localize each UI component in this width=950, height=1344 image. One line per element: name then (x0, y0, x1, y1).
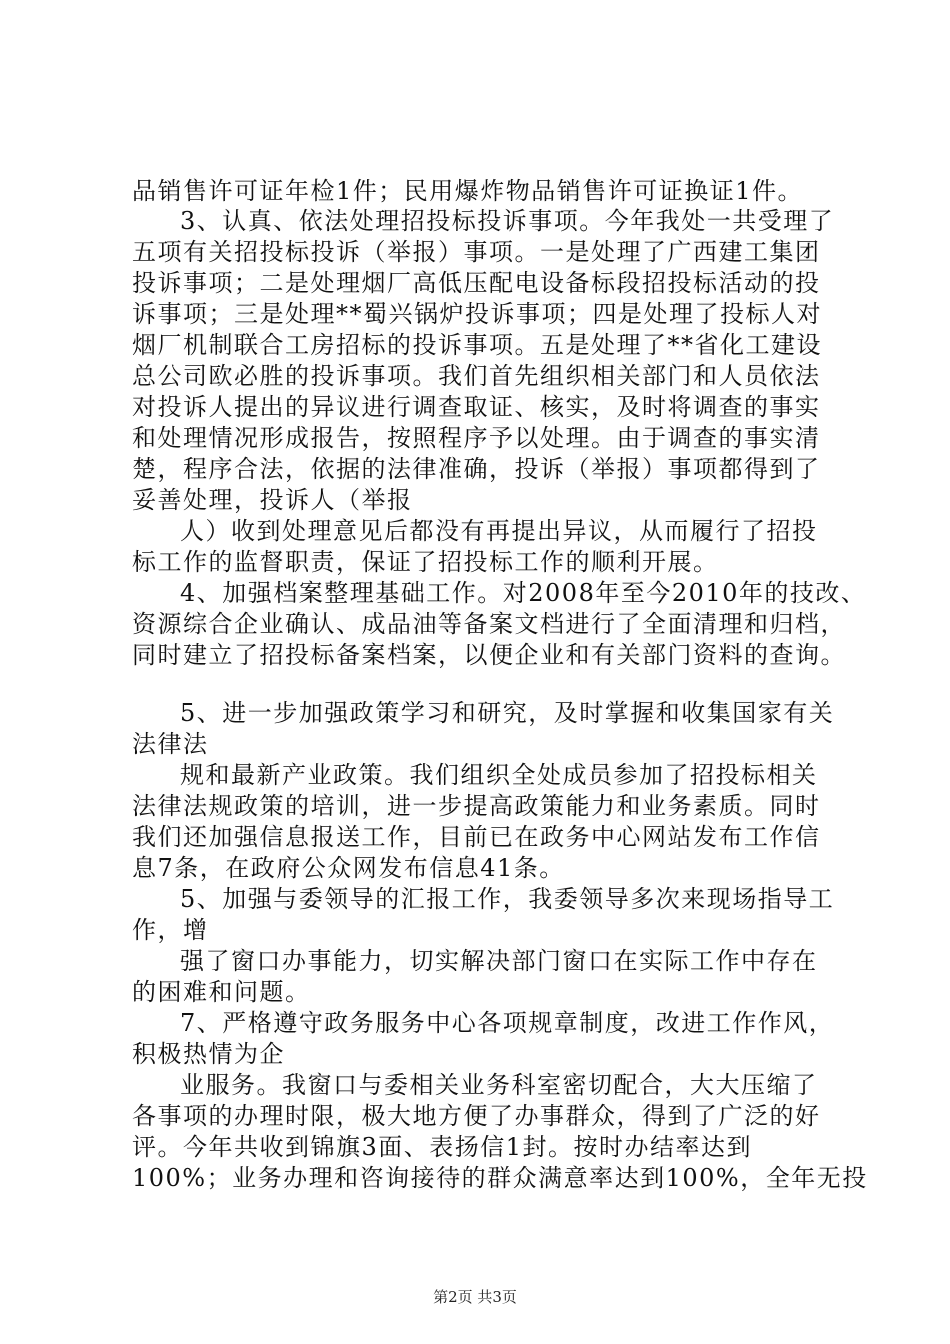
text-line: 各事项的办理时限，极大地方便了办事群众，得到了广泛的好 (132, 1102, 821, 1130)
text-line: 和处理情况形成报告，按照程序予以处理。由于调查的事实清 (132, 424, 821, 452)
text-line: 息7条，在政府公众网发布信息41条。 (132, 854, 565, 882)
text-line: 100%；业务办理和咨询接待的群众满意率达到100%，全年无投 (132, 1164, 868, 1192)
text-line: 同时建立了招投标备案档案，以便企业和有关部门资料的查询。 (132, 641, 846, 669)
text-line: 强了窗口办事能力，切实解决部门窗口在实际工作中存在 (180, 947, 818, 975)
text-line: 对投诉人提出的异议进行调查取证、核实，及时将调查的事实 (132, 393, 821, 421)
text-line: 烟厂机制联合工房招标的投诉事项。五是处理了**省化工建设 (132, 331, 822, 359)
paragraph-5b-start: 5、加强与委领导的汇报工作，我委领导多次来现场指导工 (180, 885, 835, 913)
paragraph-3-start: 3、认真、依法处理招投标投诉事项。今年我处一共受理了 (180, 207, 835, 235)
paragraph-4-start: 4、加强档案整理基础工作。对2008年至今2010年的技改、 (180, 579, 867, 607)
text-line: 五项有关招投标投诉（举报）事项。一是处理了广西建工集团 (132, 238, 821, 266)
text-line: 诉事项；三是处理**蜀兴锅炉投诉事项；四是处理了投标人对 (132, 300, 822, 328)
text-line: 妥善处理，投诉人（举报 (132, 486, 413, 514)
text-line: 楚，程序合法，依据的法律准确，投诉（举报）事项都得到了 (132, 455, 821, 483)
text-line: 法律法规政策的培训，进一步提高政策能力和业务素质。同时 (132, 792, 821, 820)
paragraph-5a-start: 5、进一步加强政策学习和研究，及时掌握和收集国家有关 (180, 699, 835, 727)
text-line: 规和最新产业政策。我们组织全处成员参加了招投标相关 (180, 761, 818, 789)
text-line: 资源综合企业确认、成品油等备案文档进行了全面清理和归档， (132, 610, 846, 638)
text-line: 品销售许可证年检1件；民用爆炸物品销售许可证换证1件。 (132, 177, 804, 205)
text-line: 标工作的监督职责，保证了招投标工作的顺利开展。 (132, 548, 719, 576)
text-line: 业服务。我窗口与委相关业务科室密切配合，大大压缩了 (180, 1071, 818, 1099)
text-line: 总公司欧必胜的投诉事项。我们首先组织相关部门和人员依法 (132, 362, 821, 390)
text-line: 我们还加强信息报送工作，目前已在政务中心网站发布工作信 (132, 823, 821, 851)
text-line: 评。今年共收到锦旗3面、表扬信1封。按时办结率达到 (132, 1133, 753, 1161)
text-line: 人）收到处理意见后都没有再提出异议，从而履行了招投 (180, 517, 818, 545)
text-line: 作，增 (132, 916, 209, 944)
page-number-footer: 第2页 共3页 (433, 1288, 517, 1306)
paragraph-7-start: 7、严格遵守政务服务中心各项规章制度，改进工作作风， (180, 1009, 835, 1037)
text-line: 法律法 (132, 730, 209, 758)
text-line: 的困难和问题。 (132, 978, 311, 1006)
text-line: 积极热情为企 (132, 1040, 285, 1068)
text-line: 投诉事项；二是处理烟厂高低压配电设备标段招投标活动的投 (132, 269, 821, 297)
